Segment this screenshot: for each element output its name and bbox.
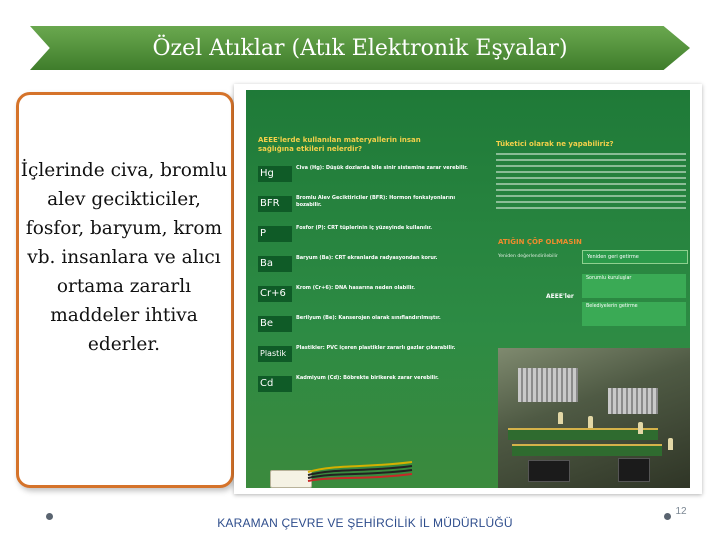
material-row bbox=[258, 164, 478, 194]
heatsink bbox=[608, 388, 658, 414]
worker-figure bbox=[558, 412, 563, 424]
worker-figure bbox=[638, 422, 643, 434]
material-row bbox=[258, 314, 478, 344]
circuit-board-photo bbox=[498, 348, 690, 488]
consumer-column bbox=[496, 140, 686, 213]
memory-module bbox=[508, 428, 658, 440]
atik-sub: AEEE'ler bbox=[546, 293, 574, 300]
brochure-content bbox=[246, 90, 690, 488]
worker-figure bbox=[588, 416, 593, 428]
consumer-heading: Tüketici olarak ne yapabiliriz? bbox=[496, 140, 614, 148]
slide-title: Özel Atıklar (Atık Elektronik Eşyalar) bbox=[152, 35, 568, 61]
footer-text: KARAMAN ÇEVRE VE ŞEHİRCİLİK İL MÜDÜRLÜĞÜ bbox=[217, 516, 513, 530]
consumer-text-block bbox=[496, 153, 686, 213]
material-text: Fosfor (P): CRT tüplerinin iç yüzeyinde kullanılır. bbox=[296, 225, 433, 231]
info-bar: Yeniden geri getirme bbox=[582, 250, 688, 264]
material-symbol: Hg bbox=[258, 166, 292, 182]
atik-heading: ATIĞIN ÇÖP OLMASIN bbox=[498, 238, 582, 246]
material-symbol: P bbox=[258, 226, 292, 242]
material-row bbox=[258, 194, 478, 224]
cable-wires bbox=[306, 458, 416, 488]
materials-heading: AEEE'lerde kullanılan materyallerin insan sağlığına etkileri nelerdir? bbox=[258, 136, 421, 153]
material-row bbox=[258, 224, 478, 254]
material-row bbox=[258, 344, 478, 374]
material-text: Plastikler: PVC içeren plastikler zararlı gazlar çıkarabilir. bbox=[296, 345, 456, 351]
info-bar: Sorumlu kuruluşlar bbox=[582, 274, 686, 298]
worker-figure bbox=[668, 438, 673, 450]
material-text: Baryum (Ba): CRT ekranlarda radyasyondan korur. bbox=[296, 255, 438, 261]
material-text: Berilyum (Be): Kanserojen olarak sınıflandırılmıştır. bbox=[296, 315, 441, 321]
material-symbol: Be bbox=[258, 316, 292, 332]
memory-module bbox=[512, 444, 662, 456]
material-text: Krom (Cr+6): DNA hasarına neden olabilir. bbox=[296, 285, 416, 291]
material-symbol: Cr+6 bbox=[258, 286, 292, 302]
material-symbol: BFR bbox=[258, 196, 292, 212]
material-text: Kadmiyum (Cd): Böbrekte birikerek zarar verebilir. bbox=[296, 375, 439, 381]
chip bbox=[528, 460, 570, 482]
footer-bullet-left bbox=[46, 513, 53, 520]
material-text: Civa (Hg): Düşük dozlarda bile sinir sistemine zarar verebilir. bbox=[296, 165, 468, 171]
materials-column bbox=[258, 136, 478, 404]
material-symbol: Cd bbox=[258, 376, 292, 392]
material-row bbox=[258, 254, 478, 284]
body-text: İçlerinde civa, bromlu alev gecikticiler, fosfor, baryum, krom vb. insanlara ve alıcı ortama zararlı maddeler ihtiva ederler. bbox=[20, 160, 228, 355]
info-bar: Belediyelerin getirme bbox=[582, 302, 686, 326]
atik-label: Yeniden değerlendirilebilir bbox=[498, 254, 558, 259]
material-row bbox=[258, 374, 478, 404]
chip bbox=[618, 458, 650, 482]
material-symbol: Ba bbox=[258, 256, 292, 272]
material-symbol: Plastik bbox=[258, 346, 292, 362]
material-text: Bromlu Alev Geciktiriciler (BFR): Hormon fonksiyonlarını bozabilir. bbox=[296, 195, 456, 208]
heatsink bbox=[518, 368, 578, 402]
brochure-image bbox=[234, 84, 702, 494]
page-number: 12 bbox=[675, 506, 687, 517]
material-row bbox=[258, 284, 478, 314]
